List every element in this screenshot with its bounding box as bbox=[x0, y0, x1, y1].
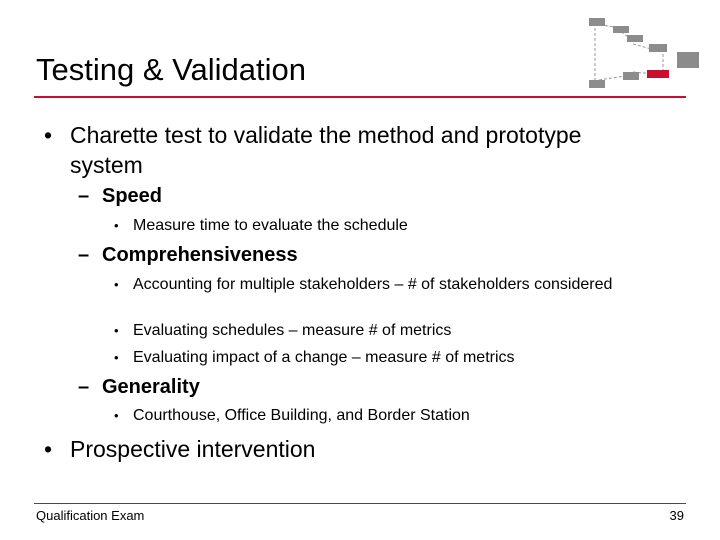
sub-item-text: Evaluating schedules – measure # of metrics bbox=[133, 322, 452, 339]
logo-node bbox=[589, 80, 605, 88]
dash-glyph: – bbox=[78, 185, 90, 207]
logo-node bbox=[623, 72, 639, 80]
logo-node bbox=[677, 52, 699, 68]
sub-item-text: Evaluating impact of a change – measure # of metrics bbox=[133, 349, 515, 366]
logo-node-highlight bbox=[647, 70, 669, 78]
dash-glyph: – bbox=[78, 376, 90, 398]
sub-heading-text: Generality bbox=[102, 376, 200, 398]
sub-item-text: Accounting for multiple stakeholders – # of stakeholders considered bbox=[133, 276, 613, 293]
bullet-text: Prospective intervention bbox=[70, 436, 316, 462]
footer-divider bbox=[34, 503, 686, 504]
bullet-text: Charette test to validate the method and prototype system bbox=[70, 122, 582, 178]
logo-node bbox=[627, 35, 643, 42]
logo-node bbox=[649, 44, 667, 52]
bullet-glyph: • bbox=[114, 218, 119, 233]
slide-title: Testing & Validation bbox=[36, 52, 306, 87]
sub-item-text: Measure time to evaluate the schedule bbox=[133, 217, 408, 234]
sub-heading-text: Comprehensiveness bbox=[102, 244, 298, 266]
sub-heading-text: Speed bbox=[102, 185, 163, 207]
page-number: 39 bbox=[669, 508, 684, 523]
bullet-glyph: • bbox=[44, 436, 53, 462]
bullet-glyph: • bbox=[114, 323, 119, 338]
bullet-glyph: • bbox=[114, 350, 119, 365]
dash-glyph: – bbox=[78, 244, 90, 266]
title-divider bbox=[34, 96, 686, 98]
bullet-glyph: • bbox=[114, 277, 119, 292]
bullet-glyph: • bbox=[44, 122, 53, 148]
logo-node bbox=[589, 18, 605, 26]
bullet-glyph: • bbox=[114, 408, 119, 423]
footer-label: Qualification Exam bbox=[36, 508, 145, 523]
logo-node bbox=[613, 26, 629, 33]
schedule-network-logo-icon bbox=[585, 14, 700, 94]
sub-item-text: Courthouse, Office Building, and Border Station bbox=[133, 407, 470, 424]
